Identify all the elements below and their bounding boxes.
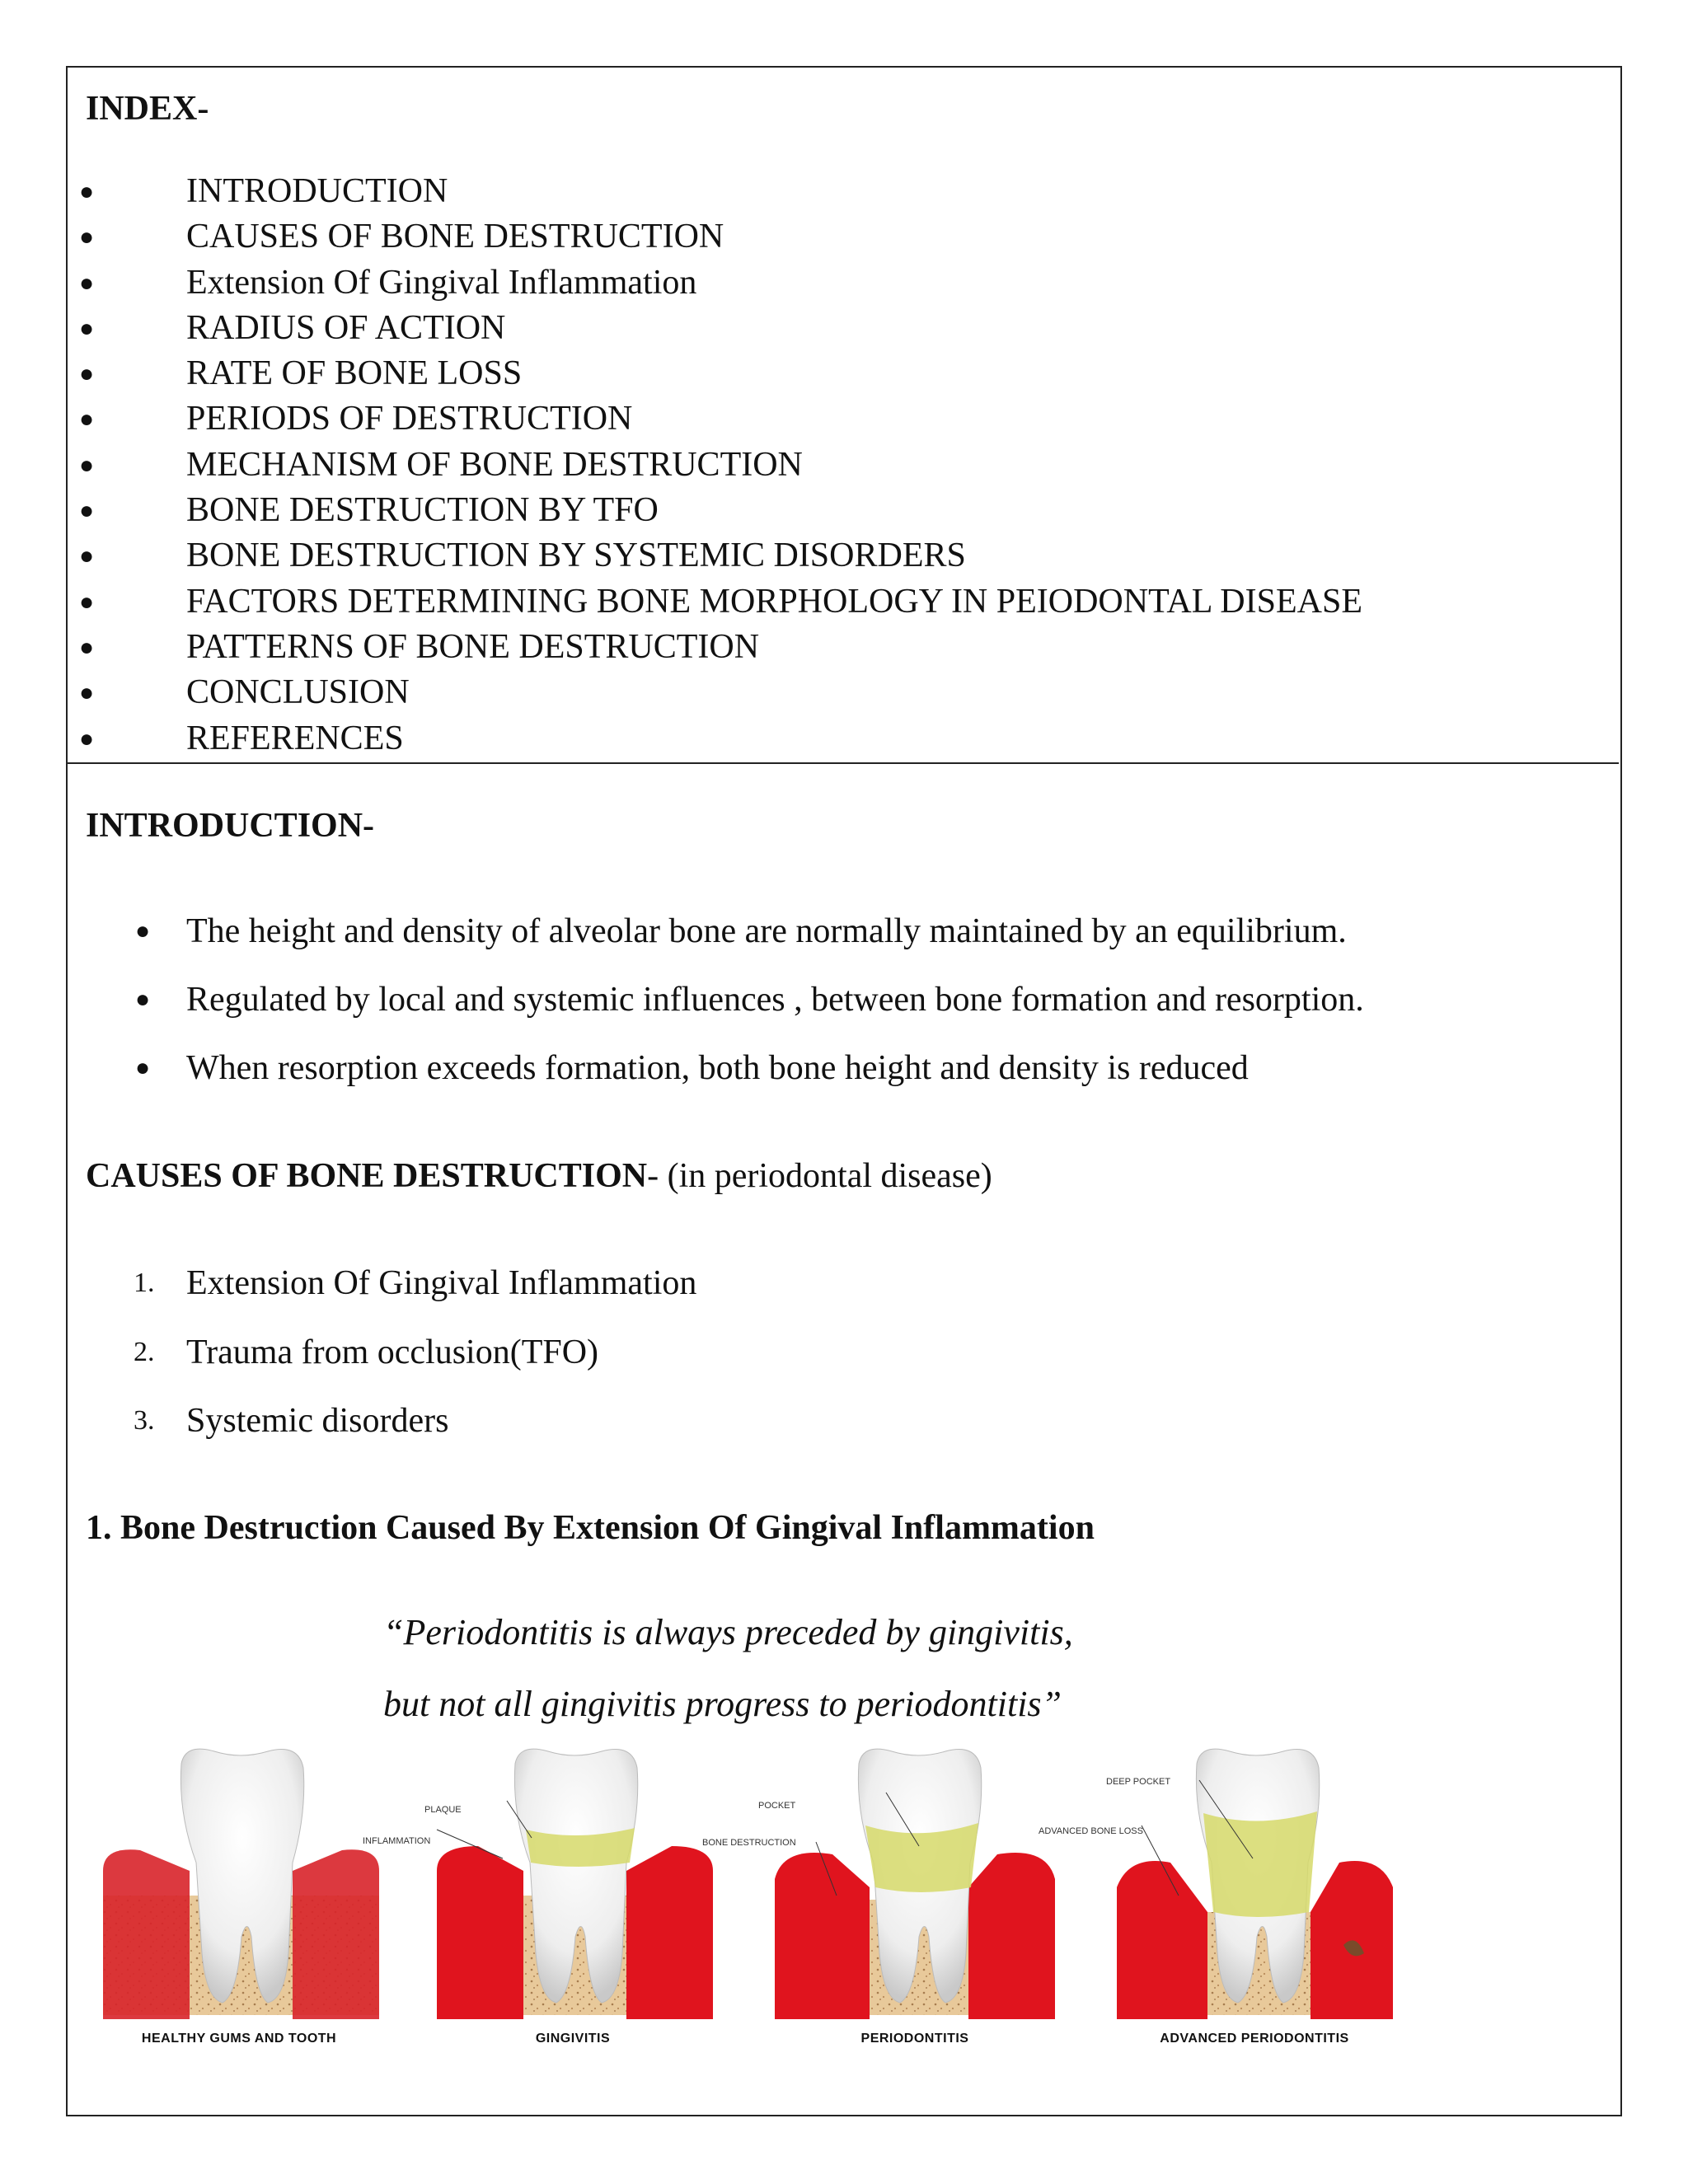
causes-heading-suffix: - (in periodontal disease) bbox=[647, 1157, 992, 1195]
label-deep-pocket: DEEP POCKET bbox=[1106, 1777, 1171, 1787]
label-plaque: PLAQUE bbox=[424, 1805, 462, 1815]
stage-advanced-periodontitis bbox=[1117, 1749, 1393, 2019]
stage-periodontitis bbox=[775, 1749, 1055, 2019]
label-pocket: POCKET bbox=[758, 1801, 796, 1811]
index-separator bbox=[68, 762, 1619, 764]
caption-healthy: HEALTHY GUMS AND TOOTH bbox=[141, 2032, 337, 2046]
index-heading: INDEX- bbox=[86, 90, 209, 128]
section1-heading: 1. Bone Destruction Caused By Extension Of Gingival Inflammation bbox=[86, 1509, 1095, 1547]
label-inflammation: INFLAMMATION bbox=[363, 1836, 431, 1846]
caption-gingivitis: GINGIVITIS bbox=[535, 2032, 611, 2046]
quote-line-1: “Periodontitis is always preceded by gingivitis, bbox=[383, 1612, 1073, 1652]
introduction-heading: INTRODUCTION- bbox=[86, 807, 375, 845]
label-bone-destruction: BONE DESTRUCTION bbox=[702, 1838, 796, 1848]
quote-line-2: but not all gingivitis progress to periodontitis” bbox=[383, 1684, 1062, 1724]
causes-heading: CAUSES OF BONE DESTRUCTION- (in periodontal disease) bbox=[86, 1157, 992, 1195]
gum-disease-stages-svg bbox=[91, 1747, 1409, 2060]
caption-advanced-periodontitis: ADVANCED PERIODONTITIS bbox=[1160, 2032, 1349, 2046]
caption-periodontitis: PERIODONTITIS bbox=[860, 2032, 969, 2046]
stage-healthy bbox=[103, 1749, 379, 2019]
gum-disease-illustration bbox=[91, 1747, 1409, 2060]
label-advanced-bone-loss: ADVANCED BONE LOSS bbox=[1039, 1826, 1143, 1836]
stage-gingivitis bbox=[437, 1749, 713, 2019]
